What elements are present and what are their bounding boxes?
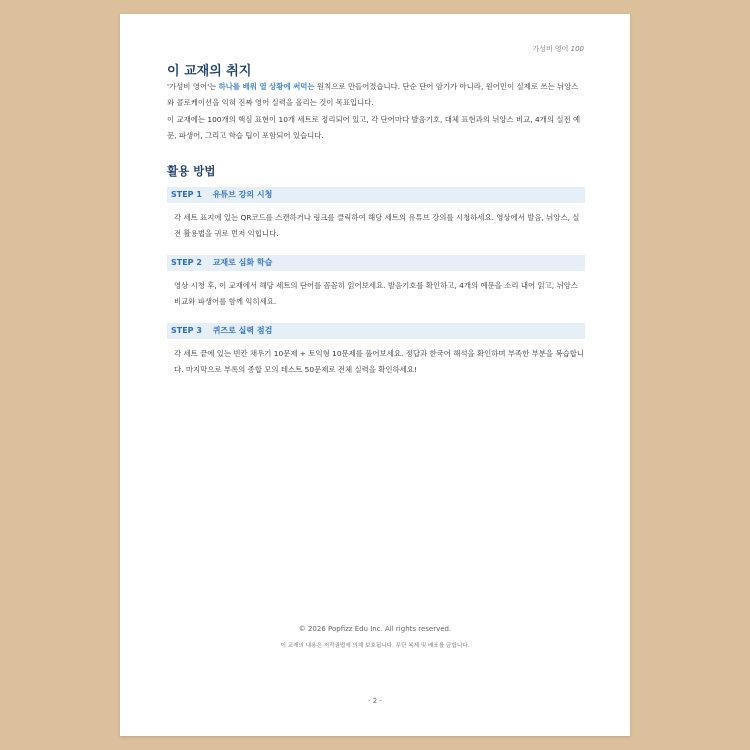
copyright-text: © 2026 Popfizz Edu Inc. All rights reserved. bbox=[298, 625, 452, 633]
step-1-header bbox=[167, 187, 585, 203]
step-1-description: 각 세트 표지에 있는 QR코드를 스캔하거나 링크를 클릭하여 해당 세트의 유튜브 강의를 시청하세요. 영상에서 발음, 뉘앙스, 실전 활용법을 귀로 먼저 익힙니다. bbox=[174, 213, 580, 238]
page-number: - 2 - bbox=[368, 697, 382, 705]
step-2-header bbox=[167, 255, 585, 271]
step-3-description: 각 세트 끝에 있는 빈칸 채우기 10문제 + 토익형 10문제를 풀어보세요. 정답과 한국어 해석을 확인하며 부족한 부분을 복습합니다. 마지막으로 부록의 종합 모의 테스트 50문제로 전체 실력을 확인하세요! bbox=[174, 349, 584, 374]
page-content bbox=[167, 60, 585, 377]
page-title: 이 교재의 취지 bbox=[167, 64, 252, 79]
intro-text-pre: '가성비 영어'는 bbox=[167, 82, 219, 91]
copyright-notice: 이 교재의 내용은 저작권법에 의해 보호됩니다. 무단 복제 및 배포를 금합니다. bbox=[280, 643, 470, 649]
step-2 bbox=[167, 255, 585, 309]
step-1-title: 유튜브 강의 시청 bbox=[212, 190, 273, 199]
step-2-title: 교재로 심화 학습 bbox=[212, 258, 273, 267]
book-title: 가성비 영어 bbox=[532, 45, 569, 53]
running-header bbox=[532, 44, 584, 54]
step-3-number: STEP 3 bbox=[171, 326, 202, 335]
step-1-number: STEP 1 bbox=[171, 190, 202, 199]
step-1 bbox=[167, 187, 585, 241]
intro-text-post: 원칙으로 만들어졌습니다. 단순 단어 암기가 아니라, 원어민이 실제로 쓰는 뉘앙스와 콜로케이션을 익혀 진짜 영어 실력을 올리는 것이 목표입니다. bbox=[167, 82, 579, 107]
step-2-number: STEP 2 bbox=[171, 258, 202, 267]
book-number: 100 bbox=[570, 45, 584, 53]
intro-paragraph-1 bbox=[167, 79, 585, 110]
intro-paragraph-2: 이 교재에는 100개의 핵심 표현이 10개 세트로 정리되어 있고, 각 단어마다 발음기호, 대체 표현과의 뉘앙스 비교, 4개의 실전 예문, 파생어, 그리고 학습 팁이 포함되어 있습니다. bbox=[167, 115, 581, 140]
page-footer bbox=[120, 625, 630, 649]
document-page bbox=[120, 14, 630, 736]
intro-highlight: 하나를 배워 열 상황에 써먹는 bbox=[218, 82, 315, 91]
step-3 bbox=[167, 323, 585, 377]
step-3-title: 퀴즈로 실력 점검 bbox=[212, 326, 273, 335]
usage-section-title: 활용 방법 bbox=[167, 164, 216, 178]
step-3-header bbox=[167, 323, 585, 339]
step-2-description: 영상 시청 후, 이 교재에서 해당 세트의 단어를 꼼꼼히 읽어보세요. 발음기호를 확인하고, 4개의 예문을 소리 내어 읽고, 뉘앙스 비교와 파생어를 함께 익히세요. bbox=[174, 281, 578, 306]
